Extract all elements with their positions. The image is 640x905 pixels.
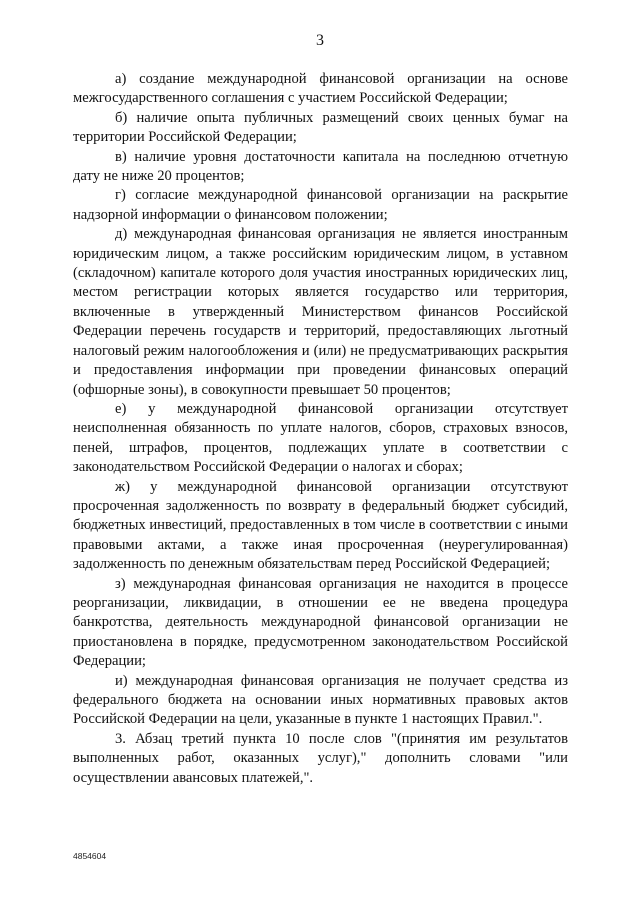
paragraph-v: в) наличие уровня достаточности капитала на последнюю отчетную дату не ниже 20 процентов; xyxy=(73,148,568,185)
paragraph-i: и) международная финансовая организация не получает средства из федерального бюджета на основании иных нормативных правовых актов Российской Федерации на цели, указанные в пункте 1 настоящих Правил.". xyxy=(73,672,568,728)
page-number: 3 xyxy=(316,32,324,49)
paragraph-a: а) создание международной финансовой организации на основе межгосударственного соглашения с участием Российской Федерации; xyxy=(73,71,568,107)
document-code: 4854604 xyxy=(73,851,107,861)
paragraph-z: з) международная финансовая организация не находится в процессе реорганизации, ликвидации, в отношении ее не введена процедура банкротства, деятельность международной финансовой организации не приостановлена в порядке, предусмотренном законодательством Российской Федерации; xyxy=(73,575,568,670)
paragraph-d: д) международная финансовая организация не является иностранным юридическим лицом, а также российским юридическим лицом, в уставном (складочном) капитале которого доля участия иностранных юридических лиц, местом регистрации которых является государство или территория, включенные в утвержденный Министерством финансов Российской Федерации перечень государств и территорий, предоставляющих льготный налоговый режим налогообложения и (или) не предусматривающих раскрытия и предоставления информации при проведении финансовых операций (офшорные зоны), в совокупности превышает 50 процентов; xyxy=(73,226,568,398)
paragraph-point-3: 3. Абзац третий пункта 10 после слов "(принятия им результатов выполненных работ, оказанных услуг)," дополнить словами "или осуществлении авансовых платежей,". xyxy=(73,730,568,786)
paragraph-g: г) согласие международной финансовой организации на раскрытие надзорной информации о финансовом положении; xyxy=(73,187,568,223)
paragraph-e: е) у международной финансовой организации отсутствует неисполненная обязанность по уплате налогов, сборов, страховых взносов, пеней, штрафов, процентов, подлежащих уплате в соответствии с законодательством Российской Федерации о налогах и сборах; xyxy=(73,400,568,476)
paragraph-zh: ж) у международной финансовой организации отсутствуют просроченная задолженность по возврату в федеральный бюджет субсидий, бюджетных инвестиций, предоставленных в том числе в соответствии с иными правовыми актами, а также иная просроченная (неурегулированная) задолженность по денежным обязательствам перед Российской Федерацией; xyxy=(73,478,568,573)
document-body xyxy=(73,70,568,788)
paragraph-b: б) наличие опыта публичных размещений своих ценных бумаг на территории Российской Федерации; xyxy=(73,109,568,146)
